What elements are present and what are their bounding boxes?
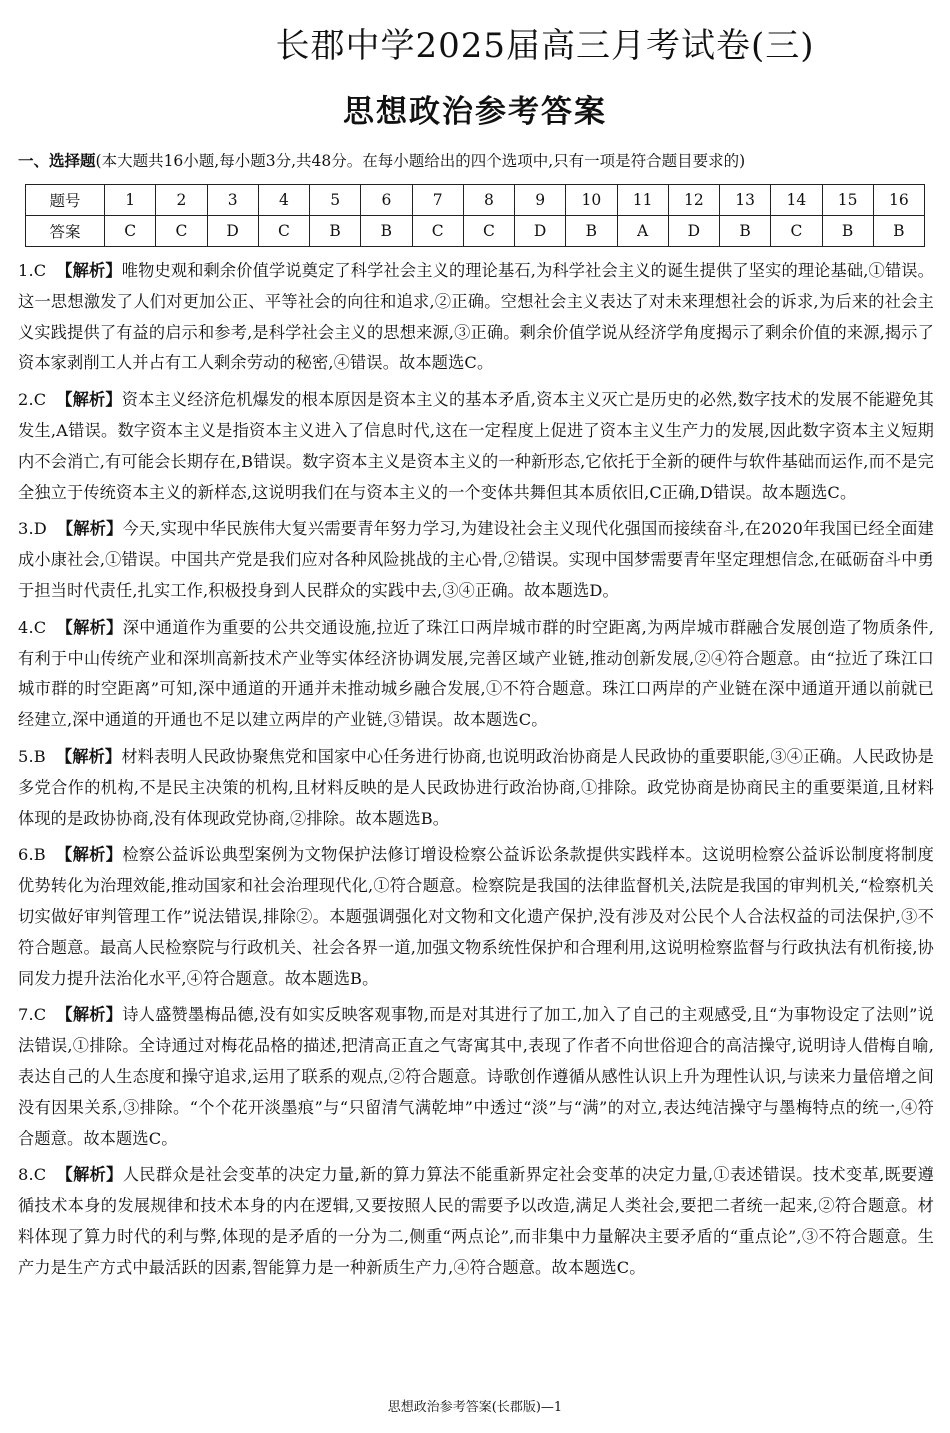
answer-cell: C bbox=[463, 216, 514, 247]
question-number-cell: 1 bbox=[105, 185, 156, 216]
analysis-tag: 【解析】 bbox=[56, 390, 122, 410]
page-subtitle: 思想政治参考答案 bbox=[343, 94, 607, 130]
answer-cell: C bbox=[258, 216, 309, 247]
question-number-cell: 7 bbox=[412, 185, 463, 216]
analysis-tag: 【解析】 bbox=[55, 746, 122, 766]
analysis-tag: 【解析】 bbox=[56, 617, 123, 637]
question-answer: 4.C bbox=[18, 617, 47, 637]
analysis-tag: 【解析】 bbox=[56, 261, 122, 280]
question-number-cell: 13 bbox=[720, 185, 771, 216]
question-answer: 8.C bbox=[18, 1165, 47, 1185]
analysis-item bbox=[18, 742, 934, 834]
question-answer: 6.B bbox=[18, 845, 46, 865]
analysis-item bbox=[18, 840, 934, 994]
analysis-text: 人民群众是社会变革的决定力量,新的算力算法不能重新界定社会变革的决定力量,①表述错误。技术变革,既要遵循技术本身的发展规律和技术本身的内在逻辑,又要按照人民的需要予以改造,满足人类社会,要把二者统一起来,②符合题意。材料体现了算力时代的利与弊,体现的是矛盾的一分为二,侧重“两点论”,而非集中力量解决主要矛盾的“重点论”,③不符合题意。生产力是生产方式中最活跃的因素,智能算力是一种新质生产力,④符合题意。故本题选C。 bbox=[18, 1165, 934, 1277]
question-number-cell: 10 bbox=[566, 185, 617, 216]
analysis-text: 今天,实现中华民族伟大复兴需要青年努力学习,为建设社会主义现代化强国而接续奋斗,在2020年我国已经全面建成小康社会,①错误。中国共产党是我们应对各种风险挑战的主心骨,②错误。实现中国梦需要青年坚定理想信念,在砥砺奋斗中勇于担当时代责任,扎实工作,积极投身到人民群众的实践中去,③④正确。故本题选D。 bbox=[18, 519, 934, 600]
question-number-cell: 11 bbox=[617, 185, 668, 216]
analysis-tag: 【解析】 bbox=[56, 1165, 123, 1185]
question-answer: 7.C bbox=[18, 1005, 47, 1025]
answer-cell: B bbox=[310, 216, 361, 247]
answer-cell: D bbox=[668, 216, 719, 247]
answer-cell: B bbox=[720, 216, 771, 247]
answer-cell: A bbox=[617, 216, 668, 247]
page-footer: 思想政治参考答案(长郡版)—1 bbox=[387, 1400, 563, 1415]
question-number-cell: 5 bbox=[310, 185, 361, 216]
analysis-text: 资本主义经济危机爆发的根本原因是资本主义的基本矛盾,资本主义灭亡是历史的必然,数字技术的发展不能避免其发生,A错误。数字资本主义是指资本主义进入了信息时代,这在一定程度上促进了资本主义生产力的发展,因此数字资本主义短期内不会消亡,有可能会长期存在,B错误。数字资本主义是资本主义的一种新形态,它依托于全新的硬件与软件基础而运作,而不是完全独立于传统资本主义的新样态,这说明我们在与资本主义的一个变体共舞但其本质依旧,C正确,D错误。故本题选C。 bbox=[18, 390, 934, 502]
answer-cell: B bbox=[873, 216, 924, 247]
section-label: 一、选择题 bbox=[18, 152, 96, 170]
answer-cell: B bbox=[822, 216, 873, 247]
question-answer: 2.C bbox=[18, 390, 47, 410]
question-number-cell: 6 bbox=[361, 185, 412, 216]
analysis-item bbox=[18, 613, 934, 736]
answer-cell: C bbox=[156, 216, 207, 247]
analysis-text: 诗人盛赞墨梅品德,没有如实反映客观事物,而是对其进行了加工,加入了自己的主观感受,且“为事物设定了法则”说法错误,①排除。全诗通过对梅花品格的描述,把清高正直之气寄寓其中,表现了作者不向世俗迎合的高洁操守,说明诗人借梅自喻,表达自己的人生态度和操守追求,运用了联系的观点,②符合题意。诗歌创作遵循从感性认识上升为理性认识,与读来力量倍增之间没有因果关系,③排除。“个个花开淡墨痕”与“只留清气满乾坤”中透过“淡”与“满”的对立,表达纯洁操守与墨梅特点的统一,④符合题意。故本题选C。 bbox=[18, 1005, 934, 1148]
answer-cell: C bbox=[105, 216, 156, 247]
answer-cell: C bbox=[412, 216, 463, 247]
analysis-list bbox=[18, 256, 934, 1290]
analysis-item bbox=[18, 1000, 934, 1154]
row-label-answer: 答案 bbox=[26, 216, 105, 247]
answer-cell: C bbox=[771, 216, 822, 247]
analysis-text: 材料表明人民政协聚焦党和国家中心任务进行协商,也说明政治协商是人民政协的重要职能,③④正确。人民政协是多党合作的机构,不是民主决策的机构,且材料反映的是人民政协进行政治协商,①排除。政党协商是协商民主的重要渠道,且材料体现的是政协协商,没有体现政党协商,②排除。故本题选B。 bbox=[18, 746, 934, 828]
answer-row bbox=[26, 216, 925, 247]
question-number-cell: 14 bbox=[771, 185, 822, 216]
question-number-cell: 9 bbox=[515, 185, 566, 216]
question-number-cell: 4 bbox=[258, 185, 309, 216]
question-number-row bbox=[26, 185, 925, 216]
exam-title: 长郡中学2025届高三月考试卷(三) bbox=[275, 26, 815, 66]
question-number-cell: 8 bbox=[463, 185, 514, 216]
analysis-item bbox=[18, 385, 934, 508]
question-number-cell: 15 bbox=[822, 185, 873, 216]
question-answer: 3.D bbox=[18, 519, 47, 539]
analysis-text: 唯物史观和剩余价值学说奠定了科学社会主义的理论基石,为科学社会主义的诞生提供了坚实的理论基础,①错误。这一思想激发了人们对更加公正、平等社会的向往和追求,②正确。空想社会主义表达了对未来理想社会的诉求,为后来的社会主义实践提供了有益的启示和参考,是科学社会主义的思想来源,③正确。剩余价值学说从经济学角度揭示了剩余价值的来源,揭示了资本家剥削工人并占有工人剩余劳动的秘密,④错误。故本题选C。 bbox=[18, 261, 934, 373]
analysis-item bbox=[18, 514, 934, 606]
question-number-cell: 3 bbox=[207, 185, 258, 216]
analysis-tag: 【解析】 bbox=[56, 519, 123, 539]
analysis-text: 深中通道作为重要的公共交通设施,拉近了珠江口两岸城市群的时空距离,为两岸城市群融合发展创造了物质条件,有利于中山传统产业和深圳高新技术产业等实体经济协调发展,完善区域产业链,推动创新发展,②④符合题意。由“拉近了珠江口城市群的时空距离”可知,深中通道的开通并未推动城乡融合发展,①不符合题意。珠江口两岸的产业链在深中通道开通以前就已经建立,深中通道的开通也不足以建立两岸的产业链,③错误。故本题选C。 bbox=[18, 617, 934, 730]
question-answer: 5.B bbox=[18, 746, 46, 766]
section-heading bbox=[18, 149, 938, 171]
answer-cell: B bbox=[361, 216, 412, 247]
answer-cell: D bbox=[515, 216, 566, 247]
question-number-cell: 12 bbox=[668, 185, 719, 216]
section-note: (本大题共16小题,每小题3分,共48分。在每小题给出的四个选项中,只有一项是符合题目要求的) bbox=[95, 152, 746, 170]
analysis-tag: 【解析】 bbox=[55, 845, 123, 865]
question-answer: 1.C bbox=[18, 261, 47, 280]
answer-cell: B bbox=[566, 216, 617, 247]
question-number-cell: 2 bbox=[156, 185, 207, 216]
analysis-item bbox=[18, 256, 934, 379]
analysis-tag: 【解析】 bbox=[56, 1005, 123, 1025]
analysis-text: 检察公益诉讼典型案例为文物保护法修订增设检察公益诉讼条款提供实践样本。这说明检察公益诉讼制度将制度优势转化为治理效能,推动国家和社会治理现代化,①符合题意。检察院是我国的法律监督机关,法院是我国的审判机关,“检察机关切实做好审判管理工作”说法错误,排除②。本题强调强化对文物和文化遗产保护,没有涉及对公民个人合法权益的司法保护,③不符合题意。最高人民检察院与行政机关、社会各界一道,加强文物系统性保护和合理利用,这说明检察监督与行政执法有机衔接,协同发力提升法治化水平,④符合题意。故本题选B。 bbox=[18, 845, 934, 988]
answer-cell: D bbox=[207, 216, 258, 247]
question-number-cell: 16 bbox=[873, 185, 924, 216]
row-label-number: 题号 bbox=[26, 185, 105, 216]
answer-table bbox=[25, 184, 925, 247]
analysis-item bbox=[18, 1160, 934, 1283]
